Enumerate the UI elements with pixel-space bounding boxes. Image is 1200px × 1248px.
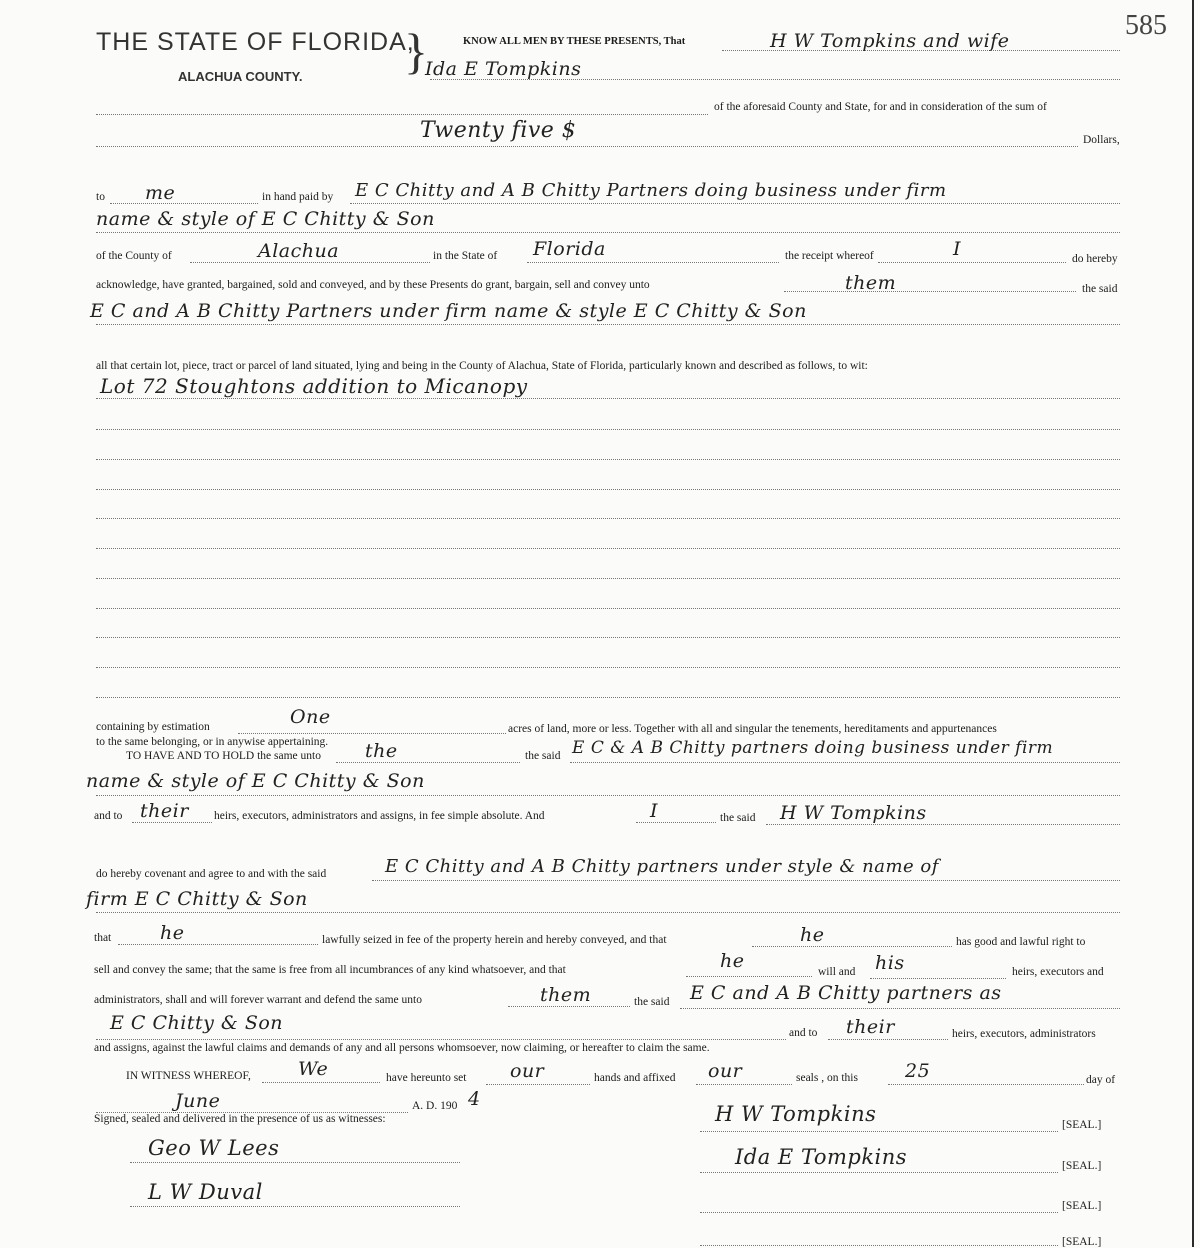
receipt-label: the receipt whereof: [785, 250, 874, 262]
hands-value: our: [510, 1060, 545, 1082]
grantee-line-1: E C Chitty and A B Chitty Partners doing business under firm: [355, 180, 947, 201]
seals-value: our: [708, 1060, 743, 1082]
seal-3: [SEAL.]: [1062, 1200, 1102, 1212]
rule: [570, 762, 1120, 763]
signed-label: Signed, sealed and delivered in the presence of us as witnesses:: [94, 1113, 386, 1125]
warrant-line-1: E C and A B Chitty partners as: [690, 982, 1002, 1004]
ad-label: A. D. 190: [412, 1100, 458, 1112]
county-title: ALACHUA COUNTY.: [178, 69, 303, 84]
rule: [96, 429, 1120, 430]
receipt-value: I: [953, 238, 962, 260]
day-of-label: day of: [1086, 1074, 1116, 1086]
rule: [878, 262, 1066, 263]
rule: [96, 667, 1120, 668]
rule: [96, 548, 1120, 549]
rule: [96, 518, 1120, 519]
to-value: me: [145, 182, 176, 204]
rule: [96, 459, 1120, 460]
containing-label: containing by estimation: [96, 721, 210, 733]
rule: [96, 578, 1120, 579]
rule: [680, 1008, 1120, 1009]
grantor-line-1: H W Tompkins and wife: [770, 30, 1010, 52]
land-description: Lot 72 Stoughtons addition to Micanopy: [100, 374, 528, 398]
hands-label: hands and affixed: [594, 1072, 676, 1084]
rule: [508, 1006, 630, 1007]
the-said-label-3: the said: [634, 996, 670, 1008]
rule: [870, 978, 1006, 979]
heirs-exec-label: heirs, executors and: [1012, 966, 1104, 978]
rule: [96, 1039, 786, 1040]
signature-2: Ida E Tompkins: [735, 1145, 908, 1169]
land-label: all that certain lot, piece, tract or parcel of land situated, lying and being in the County of Alachua, State of Florida, particularly known and described as follows, to wit:: [96, 360, 868, 372]
rule: [96, 608, 1120, 609]
and-to-label-2: and to: [789, 1027, 818, 1039]
rule: [96, 146, 1078, 147]
seized-value: he: [800, 924, 825, 946]
the-said-label: the said: [1082, 283, 1118, 295]
rule: [96, 324, 1120, 325]
seal-4: [SEAL.]: [1062, 1236, 1102, 1248]
rule: [486, 1084, 590, 1085]
grantor-line-2: Ida E Tompkins: [425, 58, 582, 80]
rule: [350, 203, 1120, 204]
rule: [132, 822, 212, 823]
rule: [96, 795, 1120, 796]
covenant-label: do hereby covenant and agree to and with the said: [96, 868, 327, 880]
acres-label: acres of land, more or less. Together with all and singular the tenements, hereditaments and appurtenances: [508, 723, 997, 735]
rule: [784, 291, 1076, 292]
in-witness-label: IN WITNESS WHEREOF,: [126, 1070, 251, 1082]
rule: [96, 114, 708, 115]
holder-line-2: name & style of E C Chitty & Son: [86, 770, 425, 792]
grantee-line-3: E C and A B Chitty Partners under firm name & style E C Chitty & Son: [90, 300, 807, 322]
heirs-label: heirs, executors, administrators and assigns, in fee simple absolute. And: [214, 810, 545, 822]
holder-line-1: E C & A B Chitty partners doing business under firm: [572, 738, 1054, 758]
amount-value: Twenty five $: [420, 118, 577, 143]
rule: [527, 262, 779, 263]
will-value: his: [875, 952, 905, 974]
rule: [118, 944, 318, 945]
and-to-label: and to: [94, 810, 123, 822]
admins-label: administrators, shall and will forever warrant and defend the same unto: [94, 994, 422, 1006]
to-label: to: [96, 191, 105, 203]
rule: [700, 1245, 1058, 1246]
witness-2: L W Duval: [148, 1180, 263, 1204]
brace: }: [404, 23, 428, 79]
claims-label: and assigns, against the lawful claims and demands of any and all persons whomsoever, now claiming, or hereafter to claim the same.: [94, 1042, 710, 1054]
that-value: he: [160, 922, 185, 944]
rule: [110, 203, 258, 204]
dollars-label: Dollars,: [1083, 134, 1120, 146]
and-to-value-2: their: [846, 1016, 895, 1038]
year-value: 4: [468, 1088, 481, 1110]
belonging-label: to the same belonging, or in anywise appertaining.: [96, 736, 329, 748]
state-of-label: in the State of: [433, 250, 498, 262]
rule: [96, 489, 1120, 490]
heirs-admins-label: heirs, executors, administrators: [952, 1028, 1096, 1040]
county-of-label: of the County of: [96, 250, 172, 262]
hand-paid-label: in hand paid by: [262, 191, 334, 203]
seized-label: lawfully seized in fee of the property herein and hereby conveyed, and that: [322, 934, 667, 946]
seal-2: [SEAL.]: [1062, 1160, 1102, 1172]
day-value: 25: [905, 1060, 931, 1082]
county-value: Alachua: [258, 240, 340, 262]
rule: [96, 637, 1120, 638]
rule: [752, 946, 952, 947]
the-said-label-2: the said: [720, 812, 756, 824]
and-value: I: [650, 800, 659, 822]
to-have-value: the: [365, 740, 398, 762]
rule: [130, 1206, 460, 1207]
rule: [700, 1131, 1058, 1132]
rule: [828, 1039, 948, 1040]
rule: [696, 1084, 792, 1085]
hereunto-label: have hereunto set: [386, 1072, 467, 1084]
witness-1: Geo W Lees: [148, 1136, 280, 1160]
rule: [262, 1082, 380, 1083]
rule: [888, 1084, 1084, 1085]
consideration-label: of the aforesaid County and State, for and in consideration of the sum of: [714, 101, 1047, 113]
rule: [766, 824, 1120, 825]
sell-label: sell and convey the same; that the same is free from all incumbrances of any kind whatsoever, and that: [94, 964, 566, 976]
state-value: Florida: [533, 238, 606, 260]
signature-1: H W Tompkins: [715, 1102, 877, 1126]
rule: [96, 232, 1120, 233]
that-label: that: [94, 932, 112, 944]
rule: [700, 1212, 1058, 1213]
grantee-line-2: name & style of E C Chitty & Son: [96, 208, 435, 230]
to-have-label: TO HAVE AND TO HOLD the same unto: [126, 750, 321, 762]
covenantee-line-2: firm E C Chitty & Son: [86, 888, 308, 910]
sell-value: he: [720, 950, 745, 972]
rule: [636, 822, 716, 823]
rule: [96, 697, 1120, 698]
rule: [96, 912, 1120, 913]
rule: [190, 262, 430, 263]
seals-label: seals , on this: [796, 1072, 858, 1084]
and-to-value: their: [140, 800, 189, 822]
right-label: has good and lawful right to: [956, 936, 1086, 948]
admins-value: them: [540, 984, 592, 1006]
do-hereby-label: do hereby: [1072, 253, 1118, 265]
state-title: THE STATE OF FLORIDA,: [96, 28, 415, 56]
rule: [336, 762, 520, 763]
rule: [700, 1172, 1058, 1173]
rule: [96, 398, 1120, 399]
grantor-name: H W Tompkins: [780, 802, 927, 824]
acres-value: One: [290, 706, 331, 728]
covenantee-line-1: E C Chitty and A B Chitty partners under style & name of: [385, 856, 939, 877]
the-said-label: the said: [525, 750, 561, 762]
page-number: 585: [1125, 10, 1167, 41]
unto-value: them: [845, 272, 897, 294]
rule: [238, 733, 506, 734]
will-and-label: will and: [818, 966, 856, 978]
month-value: June: [175, 1090, 221, 1112]
acknowledge-label: acknowledge, have granted, bargained, sold and conveyed, and by these Presents do grant, bargain, sell and convey unto: [96, 279, 650, 291]
we-value: We: [298, 1058, 329, 1080]
rule: [372, 880, 1120, 881]
rule: [130, 1162, 460, 1163]
seal-1: [SEAL.]: [1062, 1119, 1102, 1131]
warrant-line-2: E C Chitty & Son: [110, 1012, 284, 1034]
rule: [686, 976, 812, 977]
page-edge: [1192, 0, 1194, 1247]
know-all-label: KNOW ALL MEN BY THESE PRESENTS, That: [463, 36, 686, 47]
